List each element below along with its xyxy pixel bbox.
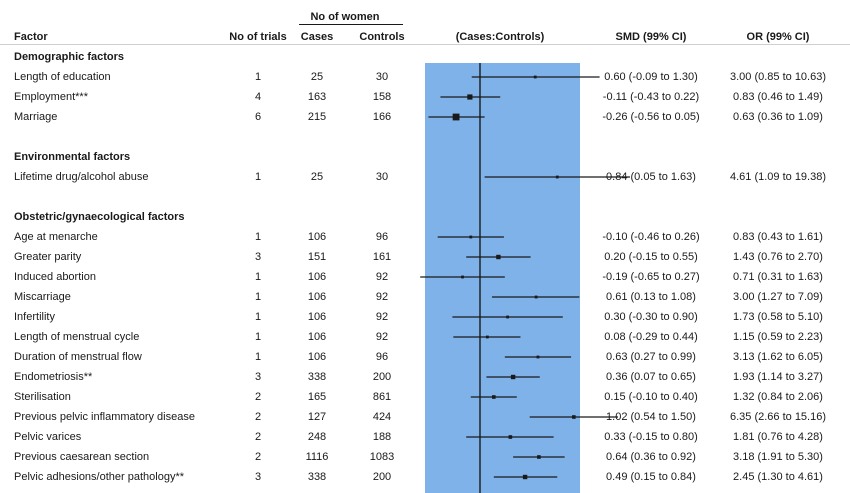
effect-marker	[496, 255, 500, 259]
header-controls: Controls	[359, 31, 405, 43]
row-controls: 30	[375, 71, 389, 83]
row-smd: 0.15 (-0.10 to 0.40)	[604, 391, 698, 403]
row-trials: 2	[254, 391, 262, 403]
row-factor: Previous pelvic inflammatory disease	[14, 411, 195, 423]
row-or: 0.63 (0.36 to 1.09)	[733, 111, 823, 123]
row-controls: 161	[372, 251, 392, 263]
header-women-group: No of women	[310, 11, 380, 23]
row-factor: Greater parity	[14, 251, 82, 263]
header-trials: No of trials	[229, 31, 287, 43]
row-smd: 0.49 (0.15 to 0.84)	[606, 471, 696, 483]
effect-marker	[537, 356, 540, 359]
row-or: 1.15 (0.59 to 2.23)	[733, 331, 823, 343]
row-controls: 92	[375, 291, 389, 303]
row-smd: -0.10 (-0.46 to 0.26)	[602, 231, 700, 243]
row-smd: 1.02 (0.54 to 1.50)	[606, 411, 696, 423]
effect-marker	[461, 276, 464, 279]
row-controls: 92	[375, 271, 389, 283]
row-cases: 151	[307, 251, 327, 263]
row-smd: 0.61 (0.13 to 1.08)	[606, 291, 696, 303]
row-smd: 0.60 (-0.09 to 1.30)	[604, 71, 698, 83]
row-smd: -0.26 (-0.56 to 0.05)	[602, 111, 700, 123]
effect-marker	[535, 296, 538, 299]
row-factor: Duration of menstrual flow	[14, 351, 142, 363]
row-factor: Employment***	[14, 91, 88, 103]
row-controls: 424	[372, 411, 392, 423]
effect-marker	[523, 475, 527, 479]
row-factor: Miscarriage	[14, 291, 71, 303]
row-factor: Pelvic adhesions/other pathology**	[14, 471, 185, 483]
row-cases: 25	[310, 71, 324, 83]
row-factor: Length of menstrual cycle	[14, 331, 140, 343]
row-smd: 0.36 (0.07 to 0.65)	[606, 371, 696, 383]
row-controls: 96	[375, 351, 389, 363]
row-cases: 127	[307, 411, 327, 423]
row-trials: 6	[254, 111, 262, 123]
row-smd: 0.63 (0.27 to 0.99)	[606, 351, 696, 363]
row-or: 3.18 (1.91 to 5.30)	[733, 451, 823, 463]
row-cases: 163	[307, 91, 327, 103]
row-controls: 200	[372, 371, 392, 383]
row-or: 4.61 (1.09 to 19.38)	[729, 171, 827, 183]
row-or: 1.43 (0.76 to 2.70)	[733, 251, 823, 263]
row-or: 3.00 (0.85 to 10.63)	[729, 71, 827, 83]
row-cases: 215	[307, 111, 327, 123]
row-or: 1.32 (0.84 to 2.06)	[733, 391, 823, 403]
effect-marker	[572, 415, 576, 419]
row-controls: 92	[375, 331, 389, 343]
header-smd: SMD (99% CI)	[615, 31, 687, 43]
row-trials: 4	[254, 91, 262, 103]
row-factor: Previous caesarean section	[14, 451, 150, 463]
row-trials: 1	[254, 331, 262, 343]
row-smd: 0.84 (0.05 to 1.63)	[606, 171, 696, 183]
header-plot: (Cases:Controls)	[455, 31, 545, 43]
row-factor: Lifetime drug/alcohol abuse	[14, 171, 149, 183]
row-controls: 861	[372, 391, 392, 403]
row-trials: 2	[254, 431, 262, 443]
row-trials: 1	[254, 231, 262, 243]
row-trials: 3	[254, 471, 262, 483]
row-or: 0.83 (0.43 to 1.61)	[733, 231, 823, 243]
effect-marker	[492, 395, 496, 399]
row-or: 1.73 (0.58 to 5.10)	[733, 311, 823, 323]
row-factor: Endometriosis**	[14, 371, 93, 383]
row-factor: Induced abortion	[14, 271, 96, 283]
row-trials: 1	[254, 291, 262, 303]
effect-marker	[537, 455, 541, 459]
section-title: Obstetric/gynaecological factors	[14, 211, 185, 223]
row-trials: 2	[254, 411, 262, 423]
row-trials: 1	[254, 351, 262, 363]
row-factor: Pelvic varices	[14, 431, 82, 443]
row-trials: 1	[254, 271, 262, 283]
effect-marker	[453, 114, 460, 121]
header-factor: Factor	[14, 31, 48, 43]
header-or: OR (99% CI)	[746, 31, 810, 43]
row-or: 3.13 (1.62 to 6.05)	[733, 351, 823, 363]
row-cases: 338	[307, 471, 327, 483]
row-controls: 92	[375, 311, 389, 323]
effect-marker	[534, 76, 537, 79]
row-or: 1.81 (0.76 to 4.28)	[733, 431, 823, 443]
section-title: Environmental factors	[14, 151, 131, 163]
row-controls: 188	[372, 431, 392, 443]
row-or: 1.93 (1.14 to 3.27)	[733, 371, 823, 383]
section-title: Demographic factors	[14, 51, 125, 63]
effect-marker	[509, 435, 513, 439]
row-controls: 166	[372, 111, 392, 123]
row-or: 3.00 (1.27 to 7.09)	[733, 291, 823, 303]
row-controls: 200	[372, 471, 392, 483]
row-trials: 3	[254, 251, 262, 263]
row-controls: 158	[372, 91, 392, 103]
row-smd: -0.19 (-0.65 to 0.27)	[602, 271, 700, 283]
row-or: 0.71 (0.31 to 1.63)	[733, 271, 823, 283]
row-smd: -0.11 (-0.43 to 0.22)	[602, 91, 700, 103]
row-cases: 106	[307, 231, 327, 243]
effect-marker	[486, 336, 489, 339]
row-factor: Length of education	[14, 71, 111, 83]
row-smd: 0.30 (-0.30 to 0.90)	[604, 311, 698, 323]
effect-marker	[511, 375, 515, 379]
row-smd: 0.33 (-0.15 to 0.80)	[604, 431, 698, 443]
row-trials: 2	[254, 451, 262, 463]
row-cases: 248	[307, 431, 327, 443]
row-factor: Marriage	[14, 111, 58, 123]
row-cases: 106	[307, 331, 327, 343]
row-cases: 165	[307, 391, 327, 403]
row-smd: 0.64 (0.36 to 0.92)	[606, 451, 696, 463]
effect-marker	[556, 176, 559, 179]
row-trials: 3	[254, 371, 262, 383]
row-smd: 0.20 (-0.15 to 0.55)	[604, 251, 698, 263]
row-controls: 1083	[369, 451, 395, 463]
row-smd: 0.08 (-0.29 to 0.44)	[604, 331, 698, 343]
row-trials: 1	[254, 311, 262, 323]
row-cases: 106	[307, 351, 327, 363]
row-controls: 96	[375, 231, 389, 243]
effect-marker	[506, 316, 509, 319]
row-cases: 25	[310, 171, 324, 183]
row-controls: 30	[375, 171, 389, 183]
row-cases: 1116	[305, 451, 329, 463]
row-factor: Sterilisation	[14, 391, 71, 403]
row-cases: 106	[307, 291, 327, 303]
row-or: 2.45 (1.30 to 4.61)	[733, 471, 823, 483]
row-or: 6.35 (2.66 to 15.16)	[729, 411, 827, 423]
effect-marker	[467, 94, 472, 99]
header-cases: Cases	[300, 31, 334, 43]
row-factor: Infertility	[14, 311, 55, 323]
row-cases: 106	[307, 271, 327, 283]
row-factor: Age at menarche	[14, 231, 98, 243]
row-cases: 106	[307, 311, 327, 323]
row-trials: 1	[254, 71, 262, 83]
row-cases: 338	[307, 371, 327, 383]
row-trials: 1	[254, 171, 262, 183]
effect-marker	[469, 236, 472, 239]
row-or: 0.83 (0.46 to 1.49)	[733, 91, 823, 103]
